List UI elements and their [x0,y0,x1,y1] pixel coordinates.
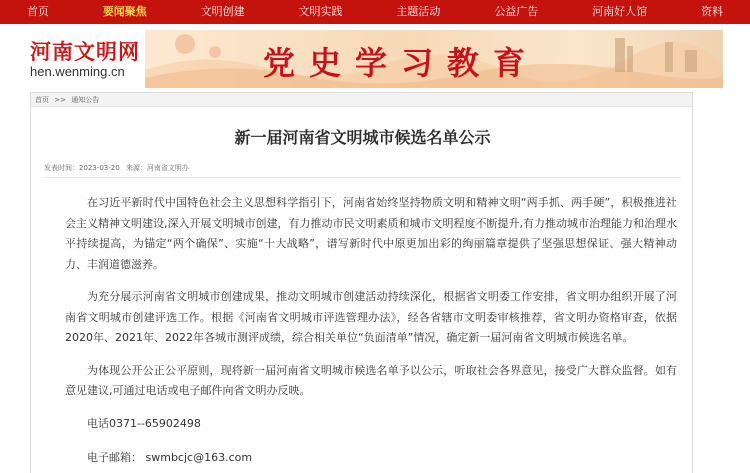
nav-item-good-people-hall[interactable]: 河南好人馆 [592,5,648,18]
article-paragraph: 为充分展示河南省文明城市创建成果，推动文明城市创建活动持续深化，根据省文明委工作安排，省文明办组织开展了河南省文明城市创建评选工作。根据《河南省文明城市评选管理办法》，经各省辖市文明委审核推荐，省文明办资格审查，依据2020年、2021年、2022年各城市测评成绩，综合相关单位“负面清单”情况，确定新一届河南省文明城市候选名单。 [65,290,677,344]
article-paragraph: 为体现公开公正公平原则，现将新一届河南省文明城市候选名单予以公示，听取社会各界意见，接受广大群众监督。如有意见建议,可通过电话或电子邮件向省文明办反映。 [65,363,677,397]
banner-title: 党史学习教育 [263,44,540,82]
contact-phone: 电话0371--65902498 [87,416,201,430]
party-history-banner [145,30,723,88]
nav-item-home[interactable]: 首页 [26,5,49,18]
article-frame [30,92,693,473]
publish-date: 发表时间：2023-03-20 [44,164,120,172]
article-title: 新一届河南省文明城市候选名单公示 [234,128,491,147]
nav-item-materials[interactable]: 资料 [701,5,724,18]
nav-item-public-ads[interactable]: 公益广告 [494,5,539,18]
article-body [65,193,677,473]
top-nav [0,0,750,24]
article-source: 来源：河南省文明办 [125,164,189,172]
nav-item-theme-activities[interactable]: 主题活动 [396,5,441,18]
breadcrumb-home[interactable]: 首页 [35,96,49,104]
nav-item-civilization-building[interactable]: 文明创建 [200,5,245,18]
contact-email[interactable]: 电子邮箱： swmbcjc@163.com [87,451,253,464]
breadcrumb-separator: >> [54,96,66,104]
breadcrumb [31,93,692,107]
article-paragraph: 在习近平新时代中国特色社会主义思想科学指引下，河南省始终坚持物质文明和精神文明“两手抓、两手硬”，积极推进社会主义精神文明建设,深入开展文明城市创建，有力推动市民文明素质和城市文明程度不断提升,有力推动城市治理能力和治理水平持续提高，为锚定“两个确保”、实施“十大战略”，谱写新时代中原更加出彩的绚丽篇章提供了坚强思想保证、强大精神动力、丰润道德滋养。 [65,196,677,271]
site-domain: hen.wenming.cn [30,64,125,79]
nav-item-news-focus[interactable]: 要闻聚焦 [102,5,147,18]
breadcrumb-current[interactable]: 通知公告 [71,96,100,104]
site-header [0,24,750,90]
site-logo[interactable]: 河南文明网 [30,39,140,64]
article-meta [44,163,681,178]
nav-item-civilization-practice[interactable]: 文明实践 [298,5,343,18]
